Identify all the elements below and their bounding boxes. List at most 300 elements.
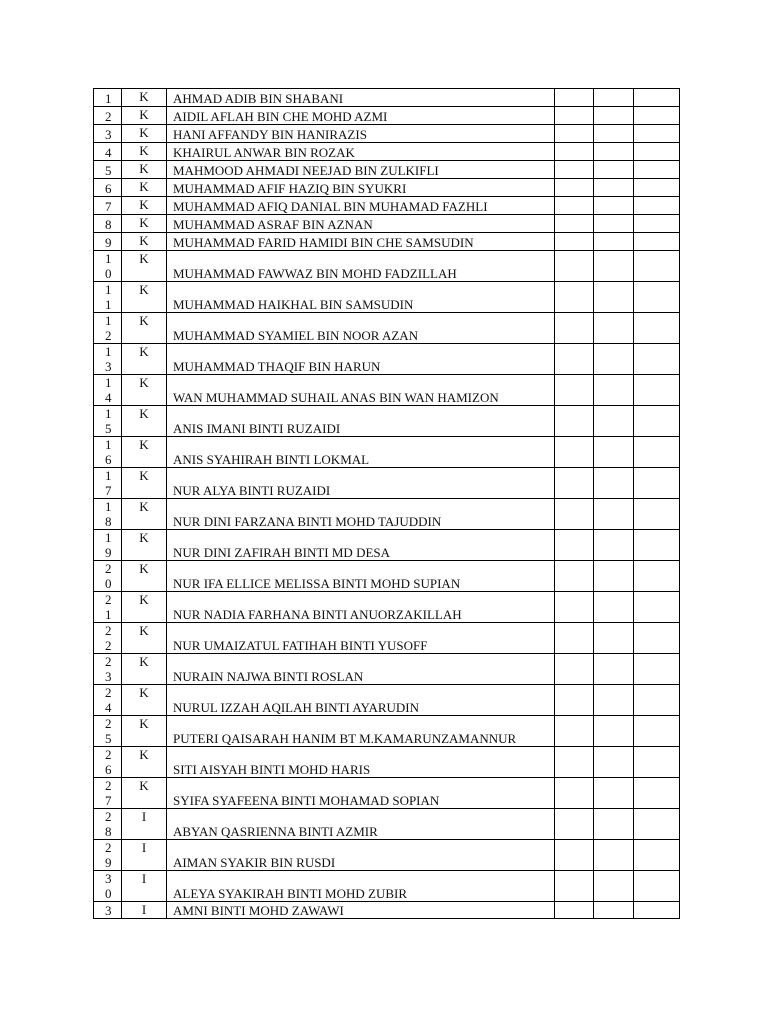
table-row — [94, 654, 680, 685]
student-name-cell — [167, 313, 555, 344]
empty-cell-1 — [555, 143, 594, 161]
row-number-cell — [94, 179, 122, 197]
student-name-cell — [167, 251, 555, 282]
empty-cell-3 — [634, 871, 680, 902]
row-number-cell — [94, 233, 122, 251]
empty-cell-2 — [594, 809, 634, 840]
empty-cell-3 — [634, 282, 680, 313]
class-code-cell — [122, 871, 167, 902]
table-row — [94, 871, 680, 902]
class-code-cell — [122, 179, 167, 197]
class-code-cell — [122, 89, 167, 107]
empty-cell-2 — [594, 747, 634, 778]
empty-cell-3 — [634, 809, 680, 840]
student-name-cell — [167, 107, 555, 125]
row-number-cell — [94, 125, 122, 143]
row-number-text: 1 — [105, 91, 112, 106]
row-number-cell — [94, 871, 122, 902]
row-number-text: 7 — [105, 199, 112, 214]
empty-cell-3 — [634, 902, 680, 919]
row-number-text: 10 — [105, 251, 112, 281]
empty-cell-3 — [634, 313, 680, 344]
empty-cell-2 — [594, 161, 634, 179]
student-name-text: AIDIL AFLAH BIN CHE MOHD AZMI — [173, 109, 388, 124]
empty-cell-1 — [555, 161, 594, 179]
empty-cell-2 — [594, 313, 634, 344]
empty-cell-3 — [634, 592, 680, 623]
table-row — [94, 561, 680, 592]
class-code-cell — [122, 197, 167, 215]
empty-cell-1 — [555, 406, 594, 437]
class-code-cell — [122, 685, 167, 716]
student-name-text: ANIS IMANI BINTI RUZAIDI — [173, 421, 341, 436]
row-number-text: 19 — [105, 530, 112, 560]
student-name-text: MUHAMMAD HAIKHAL BIN SAMSUDIN — [173, 297, 414, 312]
empty-cell-2 — [594, 871, 634, 902]
row-number-text: 21 — [105, 592, 112, 622]
table-row — [94, 530, 680, 561]
student-name-text: NURAIN NAJWA BINTI ROSLAN — [173, 669, 364, 684]
class-code-cell — [122, 654, 167, 685]
table-row — [94, 840, 680, 871]
empty-cell-3 — [634, 716, 680, 747]
class-code-cell — [122, 406, 167, 437]
class-code-cell — [122, 499, 167, 530]
student-rows — [94, 89, 680, 919]
empty-cell-2 — [594, 623, 634, 654]
class-code-text: K — [139, 251, 149, 266]
empty-cell-2 — [594, 251, 634, 282]
student-name-cell — [167, 654, 555, 685]
empty-cell-3 — [634, 840, 680, 871]
empty-cell-3 — [634, 215, 680, 233]
table-row — [94, 282, 680, 313]
student-name-text: MUHAMMAD ASRAF BIN AZNAN — [173, 217, 373, 232]
class-code-cell — [122, 313, 167, 344]
row-number-text: 22 — [105, 623, 112, 653]
table-row — [94, 499, 680, 530]
student-name-cell — [167, 716, 555, 747]
student-name-cell — [167, 406, 555, 437]
empty-cell-1 — [555, 233, 594, 251]
row-number-text: 2 — [105, 109, 112, 124]
class-code-text: K — [139, 344, 149, 359]
empty-cell-2 — [594, 499, 634, 530]
class-code-text: K — [139, 654, 149, 669]
empty-cell-2 — [594, 406, 634, 437]
empty-cell-3 — [634, 107, 680, 125]
empty-cell-3 — [634, 125, 680, 143]
row-number-cell — [94, 809, 122, 840]
class-code-cell — [122, 902, 167, 919]
student-name-cell — [167, 437, 555, 468]
empty-cell-1 — [555, 561, 594, 592]
empty-cell-2 — [594, 716, 634, 747]
student-name-cell — [167, 143, 555, 161]
row-number-text: 25 — [105, 716, 112, 746]
class-code-text: K — [139, 716, 149, 731]
empty-cell-1 — [555, 282, 594, 313]
row-number-cell — [94, 499, 122, 530]
row-number-cell — [94, 313, 122, 344]
class-code-cell — [122, 375, 167, 406]
class-code-text: I — [141, 809, 147, 824]
row-number-cell — [94, 375, 122, 406]
row-number-text: 24 — [105, 685, 112, 715]
row-number-cell — [94, 623, 122, 654]
row-number-text: 3 — [105, 903, 112, 918]
row-number-text: 3 — [105, 127, 112, 142]
row-number-cell — [94, 778, 122, 809]
empty-cell-3 — [634, 179, 680, 197]
row-number-text: 17 — [105, 468, 112, 498]
empty-cell-1 — [555, 716, 594, 747]
student-name-cell — [167, 161, 555, 179]
table-row — [94, 197, 680, 215]
empty-cell-3 — [634, 406, 680, 437]
class-code-text: K — [139, 197, 149, 212]
class-code-text: K — [139, 282, 149, 297]
empty-cell-3 — [634, 344, 680, 375]
student-name-cell — [167, 179, 555, 197]
empty-cell-2 — [594, 561, 634, 592]
row-number-cell — [94, 344, 122, 375]
student-name-cell — [167, 344, 555, 375]
class-code-text: K — [139, 468, 149, 483]
student-name-text: NURUL IZZAH AQILAH BINTI AYARUDIN — [173, 700, 420, 715]
class-code-cell — [122, 107, 167, 125]
row-number-text: 13 — [105, 344, 112, 374]
row-number-cell — [94, 437, 122, 468]
class-code-text: K — [139, 161, 149, 176]
row-number-text: 28 — [105, 809, 112, 839]
class-code-text: K — [139, 592, 149, 607]
student-name-text: SYIFA SYAFEENA BINTI MOHAMAD SOPIAN — [173, 793, 440, 808]
empty-cell-1 — [555, 197, 594, 215]
empty-cell-2 — [594, 468, 634, 499]
table-row — [94, 468, 680, 499]
empty-cell-2 — [594, 654, 634, 685]
empty-cell-3 — [634, 251, 680, 282]
student-name-text: ALEYA SYAKIRAH BINTI MOHD ZUBIR — [173, 886, 407, 901]
table-row — [94, 809, 680, 840]
student-name-text: NUR ALYA BINTI RUZAIDI — [173, 483, 331, 498]
class-code-cell — [122, 623, 167, 654]
class-code-text: K — [139, 406, 149, 421]
empty-cell-1 — [555, 654, 594, 685]
student-name-text: MUHAMMAD THAQIF BIN HARUN — [173, 359, 381, 374]
empty-cell-2 — [594, 437, 634, 468]
table-row — [94, 89, 680, 107]
student-name-text: ANIS SYAHIRAH BINTI LOKMAL — [173, 452, 370, 467]
empty-cell-3 — [634, 747, 680, 778]
empty-cell-2 — [594, 778, 634, 809]
student-name-cell — [167, 468, 555, 499]
empty-cell-1 — [555, 437, 594, 468]
empty-cell-2 — [594, 902, 634, 919]
class-code-cell — [122, 215, 167, 233]
student-name-cell — [167, 685, 555, 716]
empty-cell-3 — [634, 778, 680, 809]
empty-cell-2 — [594, 125, 634, 143]
empty-cell-1 — [555, 107, 594, 125]
table-row — [94, 778, 680, 809]
table-row — [94, 375, 680, 406]
table-row — [94, 685, 680, 716]
student-name-text: HANI AFFANDY BIN HANIRAZIS — [173, 127, 367, 142]
table-row — [94, 902, 680, 919]
student-name-cell — [167, 747, 555, 778]
row-number-text: 20 — [105, 561, 112, 591]
empty-cell-2 — [594, 282, 634, 313]
table-row — [94, 716, 680, 747]
row-number-text: 18 — [105, 499, 112, 529]
class-code-cell — [122, 840, 167, 871]
row-number-text: 6 — [105, 181, 112, 196]
row-number-text: 14 — [105, 375, 112, 405]
row-number-cell — [94, 107, 122, 125]
empty-cell-1 — [555, 125, 594, 143]
class-code-text: K — [139, 778, 149, 793]
class-code-text: K — [139, 89, 149, 104]
table-row — [94, 406, 680, 437]
class-code-cell — [122, 282, 167, 313]
empty-cell-1 — [555, 179, 594, 197]
student-name-cell — [167, 233, 555, 251]
class-code-cell — [122, 437, 167, 468]
class-code-text: K — [139, 375, 149, 390]
row-number-text: 9 — [105, 235, 112, 250]
empty-cell-3 — [634, 468, 680, 499]
empty-cell-2 — [594, 179, 634, 197]
empty-cell-2 — [594, 840, 634, 871]
empty-cell-3 — [634, 530, 680, 561]
empty-cell-1 — [555, 623, 594, 654]
class-code-text: K — [139, 499, 149, 514]
student-name-cell — [167, 840, 555, 871]
row-number-text: 12 — [105, 313, 112, 343]
class-code-text: K — [139, 313, 149, 328]
class-code-cell — [122, 251, 167, 282]
student-name-cell — [167, 623, 555, 654]
student-name-text: NUR DINI FARZANA BINTI MOHD TAJUDDIN — [173, 514, 442, 529]
table-row — [94, 161, 680, 179]
student-name-text: PUTERI QAISARAH HANIM BT M.KAMARUNZAMANNUR — [173, 731, 517, 746]
empty-cell-1 — [555, 251, 594, 282]
class-code-cell — [122, 468, 167, 499]
student-name-cell — [167, 282, 555, 313]
empty-cell-1 — [555, 215, 594, 233]
student-name-cell — [167, 778, 555, 809]
row-number-text: 5 — [105, 163, 112, 178]
student-name-text: MUHAMMAD SYAMIEL BIN NOOR AZAN — [173, 328, 419, 343]
student-name-text: MUHAMMAD AFIQ DANIAL BIN MUHAMAD FAZHLI — [173, 199, 488, 214]
empty-cell-2 — [594, 89, 634, 107]
class-code-cell — [122, 125, 167, 143]
table-row — [94, 233, 680, 251]
row-number-text: 15 — [105, 406, 112, 436]
student-name-cell — [167, 499, 555, 530]
student-name-cell — [167, 375, 555, 406]
class-code-text: K — [139, 685, 149, 700]
row-number-cell — [94, 215, 122, 233]
table-row — [94, 623, 680, 654]
student-name-cell — [167, 215, 555, 233]
empty-cell-1 — [555, 592, 594, 623]
student-name-cell — [167, 902, 555, 919]
empty-cell-1 — [555, 840, 594, 871]
class-code-text: K — [139, 233, 149, 248]
student-name-text: AHMAD ADIB BIN SHABANI — [173, 91, 344, 106]
class-code-cell — [122, 561, 167, 592]
table-row — [94, 251, 680, 282]
empty-cell-1 — [555, 499, 594, 530]
row-number-cell — [94, 840, 122, 871]
table-row — [94, 437, 680, 468]
empty-cell-2 — [594, 143, 634, 161]
student-name-cell — [167, 561, 555, 592]
empty-cell-2 — [594, 233, 634, 251]
empty-cell-2 — [594, 344, 634, 375]
empty-cell-2 — [594, 375, 634, 406]
class-code-cell — [122, 592, 167, 623]
table-row — [94, 592, 680, 623]
row-number-text: 16 — [105, 437, 112, 467]
student-name-cell — [167, 89, 555, 107]
class-code-cell — [122, 530, 167, 561]
empty-cell-3 — [634, 685, 680, 716]
row-number-text: 26 — [105, 747, 112, 777]
row-number-cell — [94, 654, 122, 685]
empty-cell-3 — [634, 161, 680, 179]
student-name-text: WAN MUHAMMAD SUHAIL ANAS BIN WAN HAMIZON — [173, 390, 499, 405]
row-number-cell — [94, 902, 122, 919]
table-row — [94, 747, 680, 778]
empty-cell-2 — [594, 592, 634, 623]
student-name-cell — [167, 871, 555, 902]
row-number-text: 27 — [105, 778, 112, 808]
row-number-text: 4 — [105, 145, 112, 160]
row-number-cell — [94, 282, 122, 313]
row-number-cell — [94, 89, 122, 107]
student-name-text: NUR DINI ZAFIRAH BINTI MD DESA — [173, 545, 391, 560]
empty-cell-1 — [555, 747, 594, 778]
empty-cell-1 — [555, 902, 594, 919]
class-code-cell — [122, 161, 167, 179]
empty-cell-1 — [555, 344, 594, 375]
student-name-text: MUHAMMAD AFIF HAZIQ BIN SYUKRI — [173, 181, 407, 196]
empty-cell-1 — [555, 871, 594, 902]
student-name-cell — [167, 197, 555, 215]
student-name-text: AMNI BINTI MOHD ZAWAWI — [173, 903, 344, 918]
row-number-cell — [94, 197, 122, 215]
class-code-text: K — [139, 107, 149, 122]
student-name-cell — [167, 809, 555, 840]
student-name-text: NUR NADIA FARHANA BINTI ANUORZAKILLAH — [173, 607, 462, 622]
row-number-cell — [94, 251, 122, 282]
table-row — [94, 107, 680, 125]
empty-cell-1 — [555, 685, 594, 716]
row-number-cell — [94, 592, 122, 623]
class-code-cell — [122, 747, 167, 778]
empty-cell-3 — [634, 499, 680, 530]
empty-cell-3 — [634, 437, 680, 468]
row-number-cell — [94, 716, 122, 747]
empty-cell-1 — [555, 313, 594, 344]
row-number-text: 29 — [105, 840, 112, 870]
row-number-cell — [94, 406, 122, 437]
class-code-cell — [122, 344, 167, 375]
row-number-cell — [94, 747, 122, 778]
class-code-cell — [122, 809, 167, 840]
class-code-text: K — [139, 747, 149, 762]
empty-cell-2 — [594, 107, 634, 125]
empty-cell-1 — [555, 778, 594, 809]
student-name-cell — [167, 125, 555, 143]
class-code-cell — [122, 778, 167, 809]
empty-cell-2 — [594, 530, 634, 561]
empty-cell-2 — [594, 197, 634, 215]
table-row — [94, 143, 680, 161]
row-number-text: 30 — [105, 871, 112, 901]
student-name-cell — [167, 592, 555, 623]
class-code-cell — [122, 233, 167, 251]
student-name-text: MUHAMMAD FARID HAMIDI BIN CHE SAMSUDIN — [173, 235, 474, 250]
row-number-cell — [94, 161, 122, 179]
class-code-text: I — [141, 840, 147, 855]
class-code-text: K — [139, 215, 149, 230]
class-code-text: K — [139, 143, 149, 158]
row-number-cell — [94, 561, 122, 592]
class-code-text: K — [139, 561, 149, 576]
empty-cell-3 — [634, 561, 680, 592]
empty-cell-3 — [634, 623, 680, 654]
class-code-text: K — [139, 437, 149, 452]
empty-cell-3 — [634, 375, 680, 406]
class-code-cell — [122, 716, 167, 747]
class-code-text: K — [139, 125, 149, 140]
empty-cell-3 — [634, 233, 680, 251]
empty-cell-2 — [594, 685, 634, 716]
table-row — [94, 125, 680, 143]
empty-cell-1 — [555, 530, 594, 561]
student-name-text: KHAIRUL ANWAR BIN ROZAK — [173, 145, 355, 160]
row-number-cell — [94, 143, 122, 161]
row-number-cell — [94, 468, 122, 499]
class-code-text: I — [141, 871, 147, 886]
student-name-text: MAHMOOD AHMADI NEEJAD BIN ZULKIFLI — [173, 163, 439, 178]
student-name-text: AIMAN SYAKIR BIN RUSDI — [173, 855, 336, 870]
table-row — [94, 313, 680, 344]
row-number-text: 11 — [105, 282, 112, 312]
empty-cell-3 — [634, 197, 680, 215]
student-list-table — [93, 88, 680, 919]
student-name-text: NUR IFA ELLICE MELISSA BINTI MOHD SUPIAN — [173, 576, 461, 591]
student-name-text: ABYAN QASRIENNA BINTI AZMIR — [173, 824, 378, 839]
empty-cell-1 — [555, 809, 594, 840]
class-code-text: K — [139, 179, 149, 194]
empty-cell-1 — [555, 375, 594, 406]
class-code-text: K — [139, 623, 149, 638]
empty-cell-3 — [634, 143, 680, 161]
empty-cell-3 — [634, 89, 680, 107]
table-row — [94, 215, 680, 233]
row-number-cell — [94, 685, 122, 716]
row-number-text: 23 — [105, 654, 112, 684]
student-name-cell — [167, 530, 555, 561]
student-name-text: MUHAMMAD FAWWAZ BIN MOHD FADZILLAH — [173, 266, 457, 281]
class-code-cell — [122, 143, 167, 161]
